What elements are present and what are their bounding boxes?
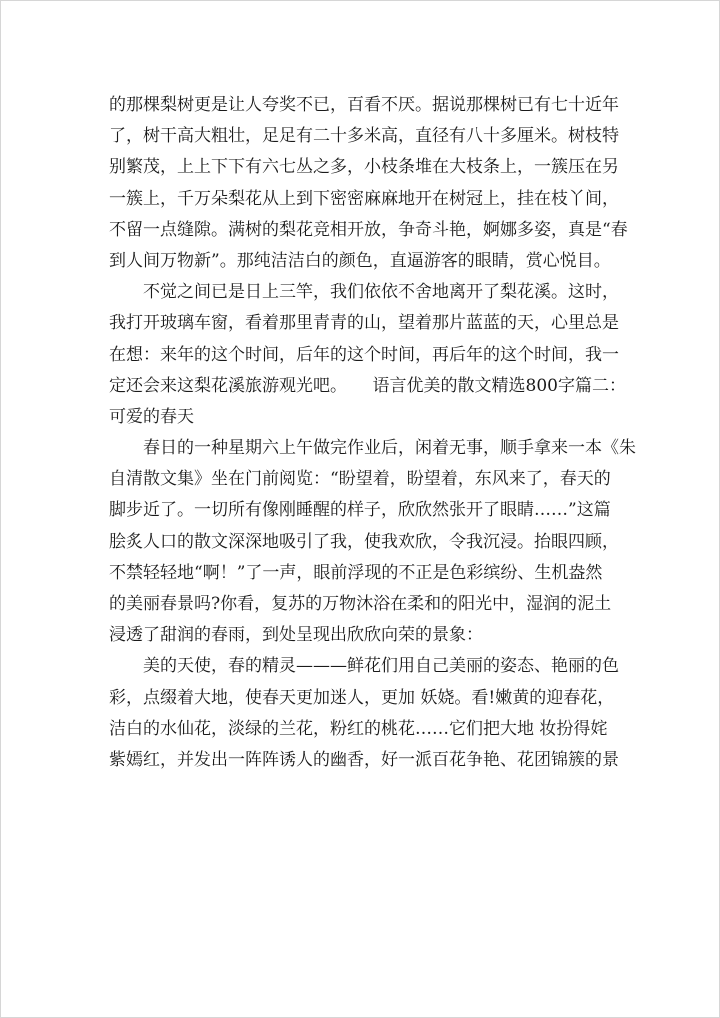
text-line: 定还会来这梨花溪旅游观光吧。 语言优美的散文精选800字篇二：: [109, 375, 626, 396]
text-line: 在想：来年的这个时间，后年的这个时间，再后年的这个时间，我一: [109, 344, 619, 365]
text-line: 可爱的春天: [109, 406, 194, 427]
text-line: 洁白的水仙花，淡绿的兰花，粉红的桃花……它们把大地 妆扮得姹: [109, 718, 608, 739]
text-line: 的那棵梨树更是让人夸奖不已，百看不厌。据说那棵树已有七十近年: [109, 95, 619, 115]
text-line: 浸透了甜润的春雨，到处呈现出欣欣向荣的景象：: [109, 625, 483, 646]
text-line: 不留一点缝隙。满树的梨花竞相开放，争奇斗艳，婀娜多姿，真是“春: [109, 219, 628, 240]
text-line: 春日的一种星期六上午做完作业后，闲着无事，顺手拿来一本《朱: [109, 438, 636, 459]
text-line: 我打开玻璃车窗，看着那里青青的山，望着那片蓝蓝的天，心里总是: [109, 313, 619, 334]
text-line: 的美丽春景吗?你看，复苏的万物沐浴在柔和的阳光中，湿润的泥土: [109, 594, 612, 614]
text-line: 不禁轻轻地“啊！”了一声，眼前浮现的不正是色彩缤纷、生机盎然: [109, 562, 603, 583]
text-line: 别繁茂，上上下下有六七丛之多，小枝条堆在大枝条上，一簇压在另: [109, 157, 619, 178]
text-line: 到人间万物新”。那纯洁洁白的颜色，直逼游客的眼睛，赏心悦目。: [109, 250, 611, 271]
text-line: 紫嫣红，并发出一阵阵诱人的幽香，好一派百花争艳、花团锦簇的景: [109, 749, 619, 770]
text-line: 脚步近了。一切所有像刚睡醒的样子，欣欣然张开了眼睛……”这篇: [109, 500, 611, 521]
text-line: 脍炙人口的散文深深地吸引了我，使我欢欣，令我沉浸。抬眼四顾，: [109, 531, 619, 552]
text-line: 美的天使，春的精灵———鲜花们用自己美丽的姿态、艳丽的色: [109, 656, 619, 677]
text-line: 自清散文集》坐在门前阅览：“盼望着，盼望着，东风来了，春天的: [109, 469, 611, 490]
text-line: 不觉之间已是日上三竿，我们依依不舍地离开了梨花溪。这时，: [109, 282, 619, 303]
text-line: 一簇上，千万朵梨花从上到下密密麻麻地开在树冠上，挂在枝丫间，: [109, 188, 619, 209]
body-text: [109, 90, 636, 776]
text-line: 了，树干高大粗壮，足足有二十多米高，直径有八十多厘米。树枝特: [109, 126, 619, 147]
text-line: 彩，点缀着大地，使春天更加迷人，更加 妖娆。看!嫩黄的迎春花，: [109, 687, 615, 708]
